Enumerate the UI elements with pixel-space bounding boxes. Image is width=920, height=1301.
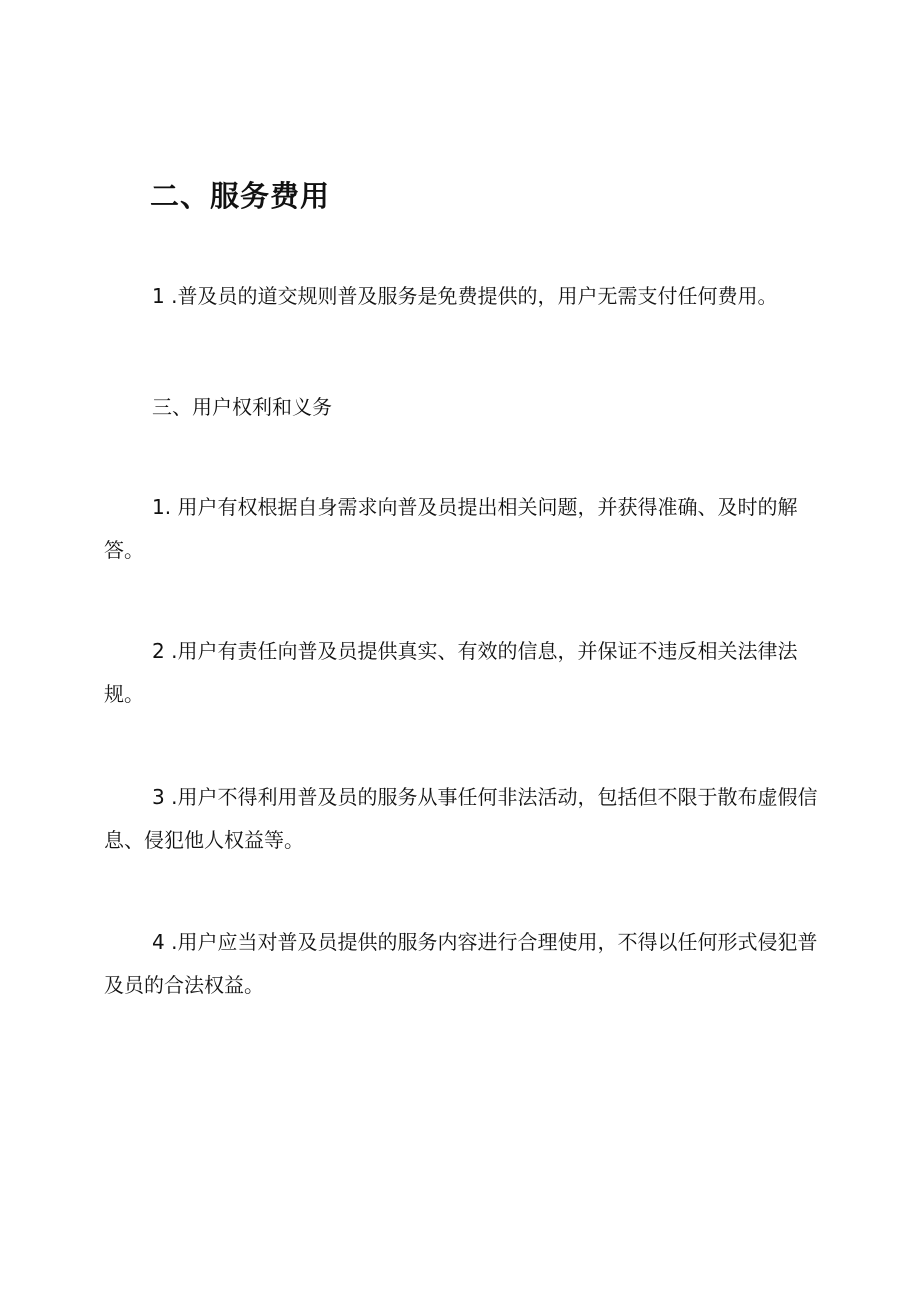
rights-clause-1: 1. 用户有权根据自身需求向普及员提出相关问题，并获得准确、及时的解答。 bbox=[104, 495, 798, 562]
rights-clause-3: 3 .用户不得利用普及员的服务从事任何非法活动，包括但不限于散布虚假信息、侵犯他人权益等。 bbox=[104, 785, 818, 852]
rights-clause-2: 2 .用户有责任向普及员提供真实、有效的信息，并保证不违反相关法律法规。 bbox=[104, 639, 798, 706]
fee-clause-1: 1 .普及员的道交规则普及服务是免费提供的，用户无需支付任何费用。 bbox=[152, 284, 778, 308]
section-three-heading: 三、用户权利和义务 bbox=[152, 395, 332, 419]
rights-clause-4: 4 .用户应当对普及员提供的服务内容进行合理使用，不得以任何形式侵犯普及员的合法权益。 bbox=[104, 930, 818, 997]
section-two-heading: 二、服务费用 bbox=[150, 179, 331, 213]
